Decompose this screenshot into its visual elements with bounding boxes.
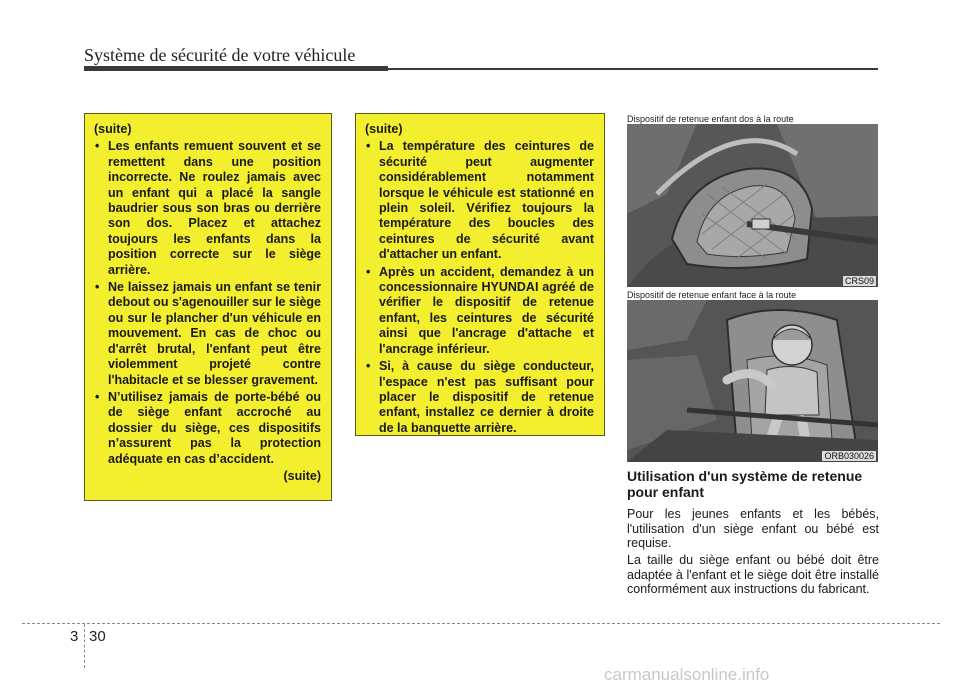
figure-caption-rear-facing: Dispositif de retenue enfant dos à la route (627, 114, 794, 124)
warning-list (94, 139, 321, 467)
page-header-title: Système de sécurité de votre véhicule (84, 45, 356, 65)
warning-item: • Ne laissez jamais un enfant se tenir debout ou s'agenouiller sur le siège ou sur le plancher d'un véhicule en mouvement. En cas de choc ou d'arrêt brutal, l'enfant peut être violemment projeté contre l'habitacle et se blesser gravement. (94, 280, 321, 388)
warning-continued-bottom: (suite) (283, 468, 321, 483)
warning-item: • Si, à cause du siège conducteur, l'espace n'est pas suffisant pour placer le dispositif de retenue enfant, installez ce dernier à droite de la banquette arrière. (365, 359, 594, 436)
page-number: 30 (89, 628, 106, 645)
warning-item: • N’utilisez jamais de porte-bébé ou de siège enfant accroché au dossier du siège, ces dispositifs n’assurent pas la protection adéquate en cas d’accident. (94, 390, 321, 467)
section-heading: Utilisation d'un système de retenue pour enfant (627, 468, 863, 500)
header-rule-thick (84, 66, 388, 71)
rear-facing-seat-illustration (627, 124, 878, 287)
chapter-number: 3 (70, 628, 79, 645)
warning-item: • La température des ceintures de sécurité peut augmenter considérablement notamment lorsque le véhicule est stationné en plein soleil. Vérifiez toujours la température des boucles des ceintures de sécurité avant d'attacher un enfant. (365, 139, 594, 262)
body-paragraph: La taille du siège enfant ou bébé doit être adaptée à l'enfant et le siège doit être installé conformément aux instructions du fabricant. (627, 553, 879, 596)
warning-box-1 (84, 113, 332, 501)
warning-continued-top: (suite) (365, 122, 403, 136)
footer-separator (84, 624, 85, 668)
rear-facing-seat-drawing (627, 124, 878, 287)
figure-code: CRS09 (844, 276, 874, 286)
footer-rule (22, 623, 940, 624)
body-paragraph: Pour les jeunes enfants et les bébés, l'utilisation d'un siège enfant ou bébé est requise. (627, 507, 879, 550)
warning-box-2 (355, 113, 605, 436)
warning-item: • Après un accident, demandez à un concessionnaire HYUNDAI agréé de vérifier le dispositif de retenue enfant, les ceintures de sécurité ainsi que l'ancrage d'attache et l'ancrage inférieur. (365, 265, 594, 357)
watermark-text: carmanualsonline.info (604, 665, 770, 684)
figure-caption-forward-facing: Dispositif de retenue enfant face à la route (627, 290, 797, 300)
forward-facing-seat-drawing (627, 300, 878, 462)
header-rule-thin (388, 68, 878, 70)
warning-list (365, 139, 594, 436)
forward-facing-seat-illustration (627, 300, 878, 462)
warning-item: • Les enfants remuent souvent et se remettent dans une position incorrecte. Ne roulez jamais avec un enfant qui a placé la sangle baudrier sous son bras ou derrière son dos. Placez et attachez toujours les enfants dans la position correcte sur le siège arrière. (94, 139, 321, 278)
warning-continued-top: (suite) (94, 122, 132, 136)
figure-code: ORB030026 (824, 451, 874, 461)
